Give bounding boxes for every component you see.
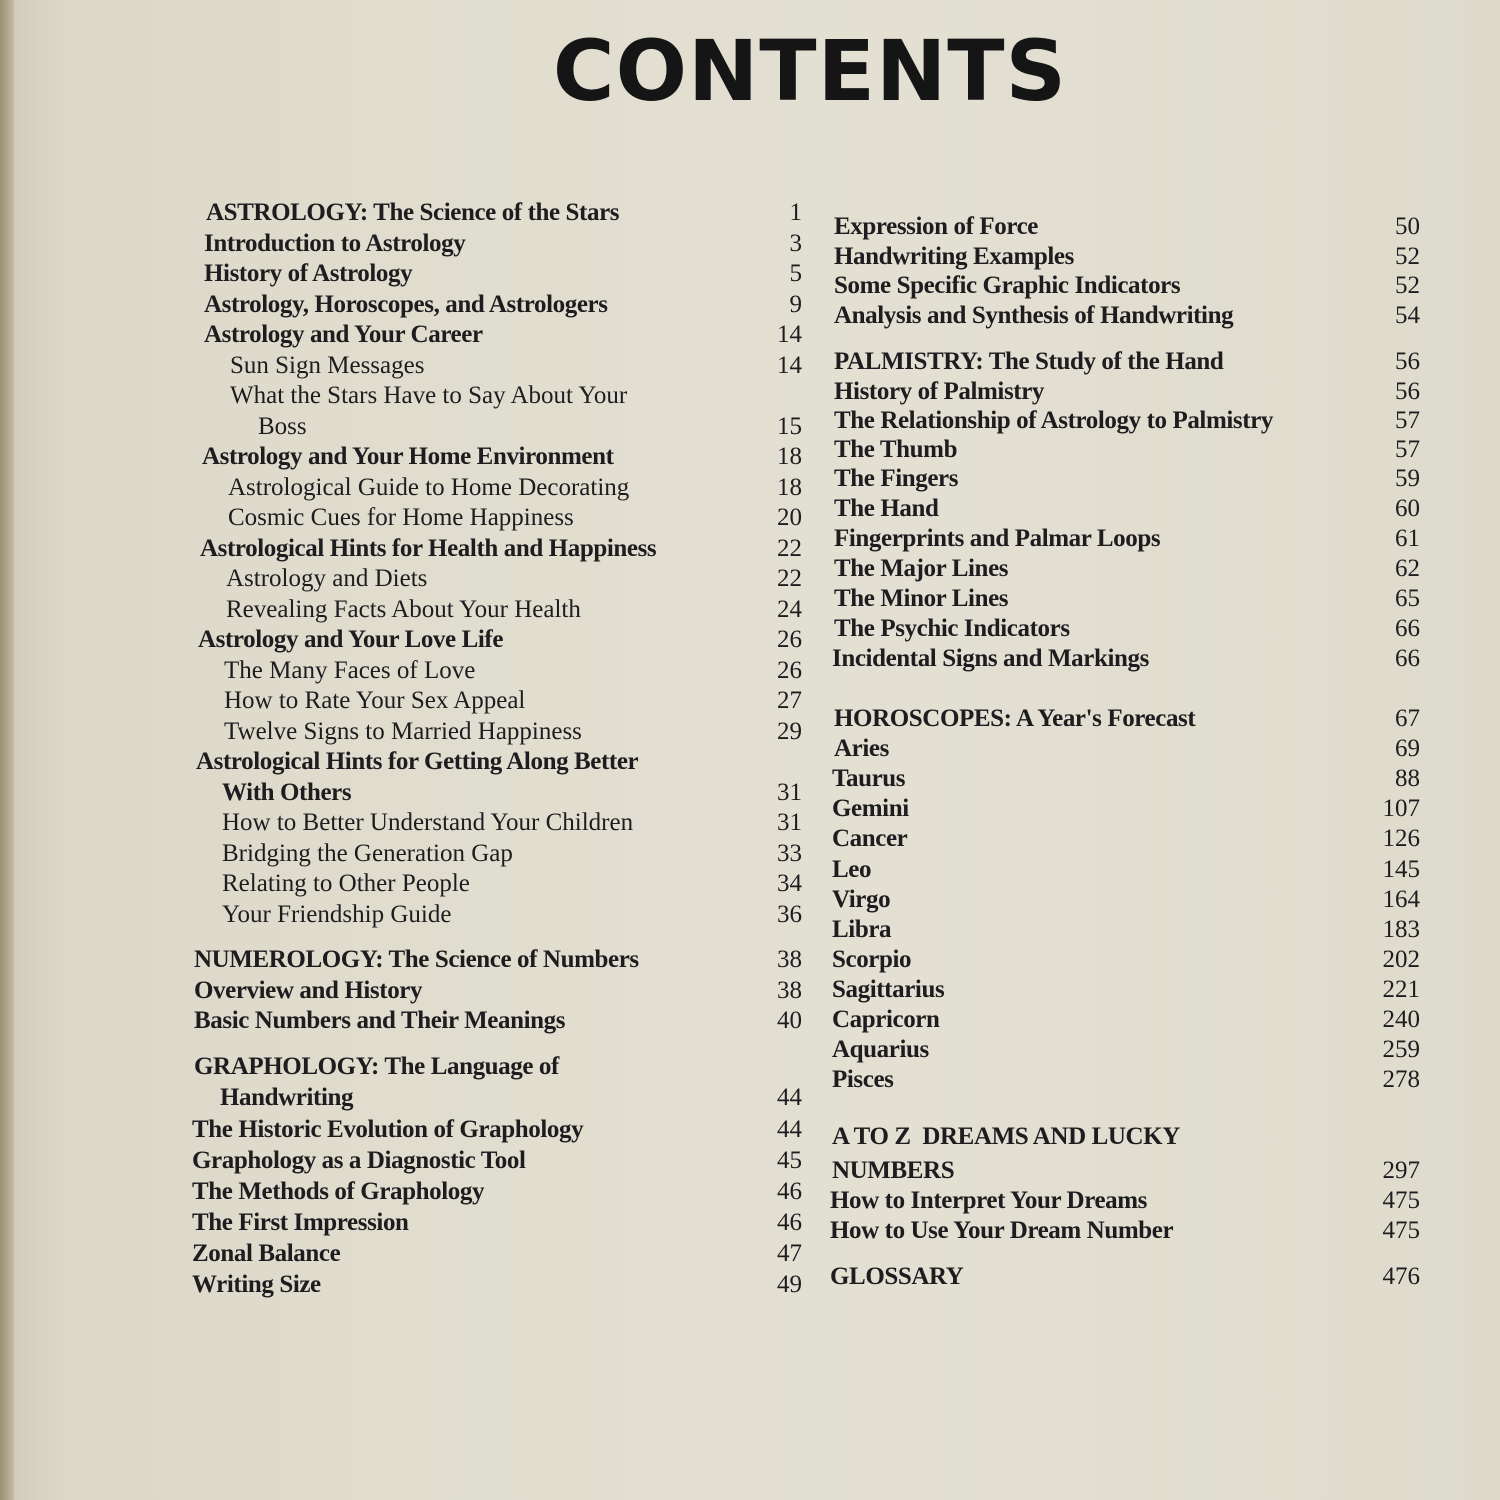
toc-entry-label: The Many Faces of Love bbox=[224, 657, 476, 684]
toc-entry-page: 259 bbox=[1382, 1036, 1420, 1063]
toc-entry-label: Taurus bbox=[832, 765, 906, 792]
binding-edge bbox=[0, 0, 14, 1500]
toc-entry-page: 14 bbox=[777, 352, 802, 379]
toc-entry-page: 59 bbox=[1395, 465, 1420, 492]
toc-entry-page: 5 bbox=[789, 260, 802, 287]
toc-entry-label: NUMBERS bbox=[832, 1157, 955, 1184]
toc-entry-label: Sun Sign Messages bbox=[230, 352, 425, 379]
toc-entry-label: Analysis and Synthesis of Handwriting bbox=[834, 302, 1234, 329]
toc-entry bbox=[190, 1083, 802, 1113]
toc-entry bbox=[190, 808, 802, 838]
toc-entry bbox=[826, 794, 1420, 824]
toc-entry-label: Graphology as a Diagnostic Tool bbox=[192, 1147, 526, 1174]
toc-entry-label: The Fingers bbox=[834, 465, 959, 492]
toc-entry-label: Relating to Other People bbox=[222, 870, 470, 897]
toc-entry bbox=[826, 885, 1420, 915]
toc-entry bbox=[826, 644, 1420, 674]
toc-entry-page: 29 bbox=[777, 718, 802, 745]
toc-entry-page: 60 bbox=[1395, 495, 1420, 522]
toc-entry-page: 47 bbox=[777, 1240, 802, 1267]
toc-entry-label: Capricorn bbox=[832, 1006, 940, 1033]
toc-entry-label: Some Specific Graphic Indicators bbox=[834, 272, 1181, 299]
toc-entry bbox=[826, 1216, 1420, 1246]
toc-entry bbox=[190, 839, 802, 869]
toc-entry bbox=[826, 945, 1420, 975]
toc-entry bbox=[190, 976, 802, 1006]
toc-entry bbox=[826, 704, 1420, 734]
toc-entry-page: 31 bbox=[777, 779, 802, 806]
toc-entry-page: 61 bbox=[1395, 525, 1420, 552]
toc-entry-label: Cancer bbox=[832, 825, 908, 852]
toc-entry-label: With Others bbox=[222, 779, 352, 806]
toc-entry-page: 26 bbox=[777, 657, 802, 684]
toc-entry-label: Astrology and Your Career bbox=[204, 321, 483, 348]
toc-entry-page: 164 bbox=[1382, 886, 1420, 913]
toc-entry bbox=[826, 406, 1420, 436]
toc-entry-label: How to Better Understand Your Children bbox=[222, 809, 634, 836]
toc-entry-page: 475 bbox=[1382, 1217, 1420, 1244]
toc-entry-page: 15 bbox=[777, 413, 802, 440]
toc-entry-page: 145 bbox=[1382, 856, 1420, 883]
toc-entry bbox=[190, 1177, 802, 1207]
toc-entry-label: Zonal Balance bbox=[192, 1240, 341, 1267]
toc-entry bbox=[190, 717, 802, 747]
toc-entry-page: 107 bbox=[1382, 795, 1420, 822]
toc-entry bbox=[826, 524, 1420, 554]
toc-entry-page: 57 bbox=[1395, 407, 1420, 434]
toc-entry bbox=[190, 351, 802, 381]
toc-entry-page: 57 bbox=[1395, 436, 1420, 463]
toc-entry-page: 33 bbox=[777, 840, 802, 867]
toc-entry-label: Boss bbox=[258, 413, 307, 440]
toc-entry-page: 476 bbox=[1382, 1263, 1420, 1290]
toc-entry-label: The Relationship of Astrology to Palmistry bbox=[834, 407, 1273, 434]
toc-entry bbox=[190, 290, 802, 320]
toc-entry-label: Virgo bbox=[832, 886, 891, 913]
toc-entry bbox=[190, 869, 802, 899]
toc-entry bbox=[190, 1146, 802, 1176]
toc-entry-label: HOROSCOPES: A Year's Forecast bbox=[834, 705, 1196, 732]
toc-entry bbox=[190, 412, 802, 442]
toc-entry bbox=[826, 1065, 1420, 1095]
toc-entry-label: A TO Z DREAMS AND LUCKY bbox=[832, 1123, 1180, 1150]
toc-entry-label: The Historic Evolution of Graphology bbox=[192, 1116, 584, 1143]
toc-entry-label: Incidental Signs and Markings bbox=[832, 645, 1149, 672]
toc-entry bbox=[826, 1035, 1420, 1065]
toc-entry-label: How to Rate Your Sex Appeal bbox=[224, 687, 526, 714]
toc-entry bbox=[826, 824, 1420, 854]
toc-entry-page: 52 bbox=[1395, 243, 1420, 270]
toc-entry-label: Introduction to Astrology bbox=[204, 230, 466, 257]
toc-entry-page: 62 bbox=[1395, 555, 1420, 582]
toc-entry-page: 67 bbox=[1395, 705, 1420, 732]
toc-entry-page: 18 bbox=[777, 474, 802, 501]
toc-entry-label: History of Palmistry bbox=[834, 378, 1045, 405]
toc-entry bbox=[190, 320, 802, 350]
toc-entry bbox=[190, 473, 802, 503]
toc-entry-label: Aquarius bbox=[832, 1036, 929, 1063]
toc-entry-page: 22 bbox=[777, 565, 802, 592]
toc-entry bbox=[826, 212, 1420, 242]
toc-entry-label: GRAPHOLOGY: The Language of bbox=[194, 1053, 559, 1080]
toc-entry-label: Astrological Guide to Home Decorating bbox=[228, 474, 630, 501]
toc-entry bbox=[190, 900, 802, 930]
toc-entry-page: 475 bbox=[1382, 1187, 1420, 1214]
toc-entry bbox=[826, 435, 1420, 465]
toc-entry bbox=[826, 1122, 1420, 1152]
toc-entry bbox=[826, 1156, 1420, 1186]
toc-entry-page: 183 bbox=[1382, 916, 1420, 943]
toc-entry bbox=[826, 301, 1420, 331]
toc-entry-page: 44 bbox=[777, 1084, 802, 1111]
toc-entry bbox=[190, 1006, 802, 1036]
toc-entry-label: Aries bbox=[834, 735, 889, 762]
toc-entry-label: Libra bbox=[832, 916, 892, 943]
toc-entry-page: 126 bbox=[1382, 825, 1420, 852]
toc-entry-label: Gemini bbox=[832, 795, 909, 822]
toc-entry bbox=[190, 1115, 802, 1145]
toc-entry bbox=[190, 945, 802, 975]
toc-entry-label: Leo bbox=[832, 856, 872, 883]
toc-entry-label: The Methods of Graphology bbox=[192, 1178, 485, 1205]
toc-entry bbox=[826, 271, 1420, 301]
toc-entry bbox=[826, 975, 1420, 1005]
toc-entry-label: GLOSSARY bbox=[830, 1263, 964, 1290]
toc-entry-page: 38 bbox=[777, 946, 802, 973]
toc-entry bbox=[826, 764, 1420, 794]
toc-entry-label: The Thumb bbox=[834, 436, 958, 463]
toc-entry bbox=[190, 1208, 802, 1238]
toc-entry bbox=[190, 564, 802, 594]
toc-entry bbox=[190, 198, 802, 228]
toc-entry-page: 202 bbox=[1382, 946, 1420, 973]
toc-entry bbox=[190, 259, 802, 289]
toc-entry bbox=[826, 377, 1420, 407]
toc-entry-label: Bridging the Generation Gap bbox=[222, 840, 513, 867]
toc-entry-label: Cosmic Cues for Home Happiness bbox=[228, 504, 574, 531]
toc-entry-label: Fingerprints and Palmar Loops bbox=[834, 525, 1161, 552]
toc-entry-label: ASTROLOGY: The Science of the Stars bbox=[206, 199, 620, 226]
toc-entry-label: PALMISTRY: The Study of the Hand bbox=[834, 348, 1224, 375]
toc-entry-label: Handwriting Examples bbox=[834, 243, 1074, 270]
toc-entry bbox=[826, 734, 1420, 764]
toc-entry-page: 52 bbox=[1395, 272, 1420, 299]
toc-entry-label: Basic Numbers and Their Meanings bbox=[194, 1007, 566, 1034]
toc-entry-page: 18 bbox=[777, 443, 802, 470]
toc-entry-label: Your Friendship Guide bbox=[222, 901, 452, 928]
toc-entry-page: 66 bbox=[1395, 615, 1420, 642]
toc-entry-page: 26 bbox=[777, 626, 802, 653]
toc-entry bbox=[190, 778, 802, 808]
toc-entry-label: The First Impression bbox=[192, 1209, 409, 1236]
toc-entry bbox=[190, 1052, 802, 1082]
toc-entry-label: Writing Size bbox=[192, 1271, 321, 1298]
toc-entry bbox=[190, 442, 802, 472]
toc-entry-page: 45 bbox=[777, 1147, 802, 1174]
toc-entry-page: 14 bbox=[777, 321, 802, 348]
toc-entry-page: 54 bbox=[1395, 302, 1420, 329]
toc-entry-label: NUMEROLOGY: The Science of Numbers bbox=[194, 946, 639, 973]
page-title: CONTENTS bbox=[552, 22, 1068, 120]
toc-entry-label: The Major Lines bbox=[834, 555, 1009, 582]
toc-entry bbox=[826, 554, 1420, 584]
toc-entry-label: The Minor Lines bbox=[834, 585, 1009, 612]
toc-entry-page: 50 bbox=[1395, 213, 1420, 240]
toc-entry-label: What the Stars Have to Say About Your bbox=[230, 382, 628, 409]
toc-entry-label: Pisces bbox=[832, 1066, 894, 1093]
toc-entry-page: 44 bbox=[777, 1116, 802, 1143]
toc-entry-label: Overview and History bbox=[194, 977, 423, 1004]
toc-entry-label: Expression of Force bbox=[834, 213, 1038, 240]
toc-entry-page: 40 bbox=[777, 1007, 802, 1034]
toc-entry bbox=[190, 381, 802, 411]
toc-entry-label: Astrology, Horoscopes, and Astrologers bbox=[204, 291, 608, 318]
toc-entry-page: 9 bbox=[789, 291, 802, 318]
toc-entry bbox=[826, 915, 1420, 945]
toc-entry-label: Revealing Facts About Your Health bbox=[226, 596, 581, 623]
toc-entry-page: 56 bbox=[1395, 378, 1420, 405]
toc-entry-page: 46 bbox=[777, 1209, 802, 1236]
toc-entry-page: 65 bbox=[1395, 585, 1420, 612]
toc-entry-page: 36 bbox=[777, 901, 802, 928]
toc-entry-label: Scorpio bbox=[832, 946, 912, 973]
toc-entry-label: Twelve Signs to Married Happiness bbox=[224, 718, 582, 745]
toc-entry-page: 240 bbox=[1382, 1006, 1420, 1033]
toc-entry-label: Handwriting bbox=[220, 1084, 354, 1111]
toc-entry-page: 27 bbox=[777, 687, 802, 714]
toc-entry-page: 24 bbox=[777, 596, 802, 623]
toc-entry-page: 38 bbox=[777, 977, 802, 1004]
toc-entry-label: The Hand bbox=[834, 495, 939, 522]
toc-entry-page: 1 bbox=[789, 199, 802, 226]
toc-entry-page: 49 bbox=[777, 1271, 802, 1298]
toc-entry bbox=[190, 1239, 802, 1269]
toc-entry bbox=[190, 1270, 802, 1300]
toc-entry bbox=[190, 686, 802, 716]
toc-entry bbox=[826, 1005, 1420, 1035]
toc-entry bbox=[826, 855, 1420, 885]
toc-entry-page: 69 bbox=[1395, 735, 1420, 762]
toc-entry-page: 22 bbox=[777, 535, 802, 562]
toc-entry-page: 20 bbox=[777, 504, 802, 531]
toc-entry-label: How to Interpret Your Dreams bbox=[830, 1187, 1147, 1214]
toc-entry bbox=[190, 503, 802, 533]
toc-entry bbox=[190, 595, 802, 625]
toc-entry-page: 34 bbox=[777, 870, 802, 897]
toc-entry bbox=[826, 494, 1420, 524]
toc-entry-label: Astrology and Your Love Life bbox=[198, 626, 504, 653]
toc-entry-page: 297 bbox=[1382, 1157, 1420, 1184]
toc-entry-label: Sagittarius bbox=[832, 976, 945, 1003]
toc-entry bbox=[826, 584, 1420, 614]
toc-entry-page: 46 bbox=[777, 1178, 802, 1205]
toc-entry bbox=[190, 656, 802, 686]
toc-entry bbox=[826, 347, 1420, 377]
toc-entry-label: Astrology and Diets bbox=[226, 565, 428, 592]
toc-entry bbox=[826, 1262, 1420, 1292]
toc-entry-label: Astrological Hints for Getting Along Better bbox=[196, 748, 639, 775]
toc-entry-label: The Psychic Indicators bbox=[834, 615, 1070, 642]
toc-entry bbox=[826, 464, 1420, 494]
toc-entry-label: How to Use Your Dream Number bbox=[830, 1217, 1174, 1244]
toc-entry bbox=[190, 747, 802, 777]
toc-entry-page: 66 bbox=[1395, 645, 1420, 672]
toc-entry-label: History of Astrology bbox=[204, 260, 413, 287]
toc-entry-page: 3 bbox=[789, 230, 802, 257]
toc-entry bbox=[826, 1186, 1420, 1216]
toc-entry-page: 278 bbox=[1382, 1066, 1420, 1093]
toc-entry bbox=[190, 625, 802, 655]
toc-entry-label: Astrological Hints for Health and Happiness bbox=[200, 535, 657, 562]
toc-entry-page: 56 bbox=[1395, 348, 1420, 375]
toc-entry-page: 31 bbox=[777, 809, 802, 836]
toc-entry bbox=[826, 614, 1420, 644]
toc-entry bbox=[190, 229, 802, 259]
toc-entry bbox=[826, 242, 1420, 272]
toc-entry-page: 88 bbox=[1395, 765, 1420, 792]
toc-entry bbox=[190, 534, 802, 564]
toc-entry-label: Astrology and Your Home Environment bbox=[202, 443, 614, 470]
toc-entry-page: 221 bbox=[1382, 976, 1420, 1003]
